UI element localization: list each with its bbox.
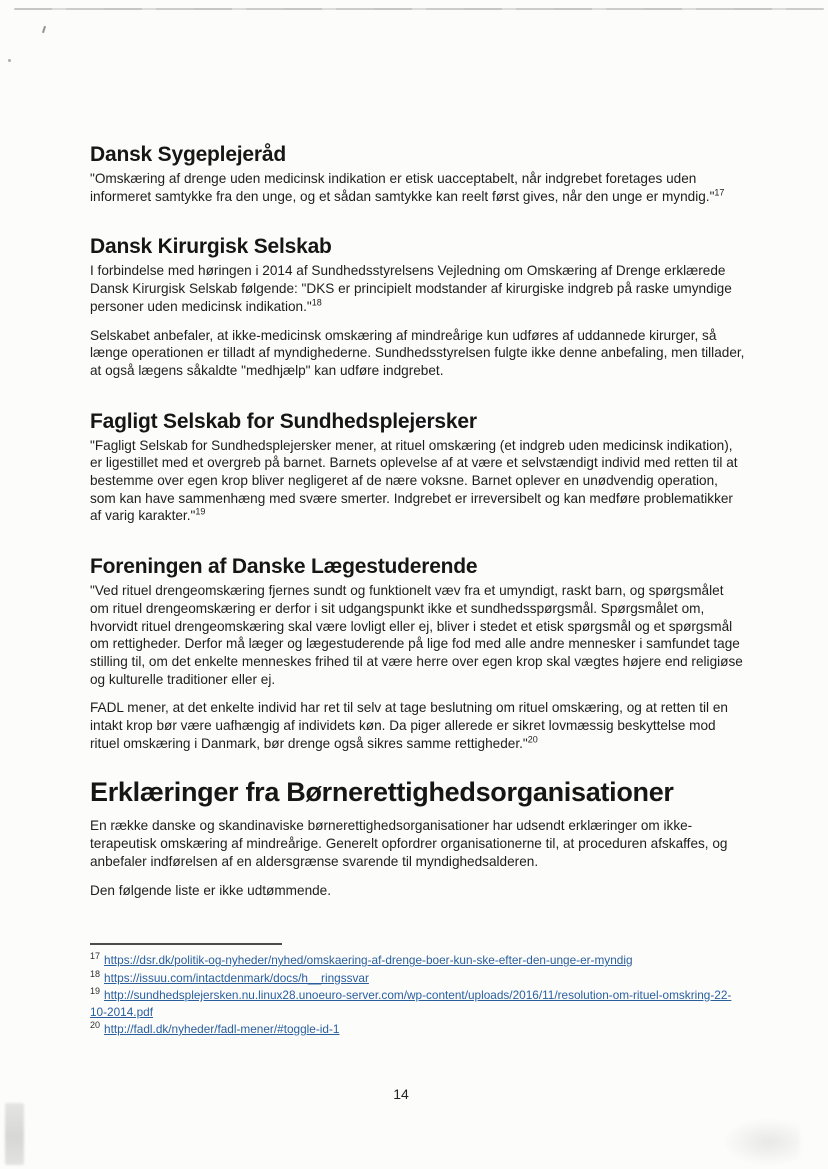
- paragraph-text: I forbindelse med høringen i 2014 af Sundhedsstyrelsens Vejledning om Omskæring af Drenge erklærede Dansk Kirurgisk Selskab følgende: "DKS er principielt modstander af kirurgiske indgreb på raske umyndige personer uden medicinsk indikation.": [90, 263, 732, 314]
- paragraph: [90, 699, 746, 752]
- section-fagligt-selskab: [90, 409, 746, 526]
- footnote-number: 19: [90, 986, 101, 997]
- section-dansk-kirurgisk-selskab: [90, 234, 746, 379]
- paragraph: [90, 170, 746, 205]
- paragraph-text: Selskabet anbefaler, at ikke-medicinsk omskæring af mindreårige kun udføres af uddannede kirurger, så længe operationen er tilladt af myndighederne. Sundhedsstyrelsen fulgte ikke denne anbefaling, men tillader, at også lægens såkaldte "medhjælp" kan udføre indgrebet.: [90, 327, 745, 378]
- footnote-number: 18: [90, 968, 101, 979]
- section-foreningen-laegestuderende: [90, 554, 746, 752]
- footnote-number: 20: [90, 1019, 101, 1030]
- scan-artifact-mark: [42, 26, 46, 33]
- footnote-link-19[interactable]: http://sundhedsplejersken.nu.linux28.unoeuro-server.com/wp-content/uploads/2016/11/resolution-om-rituel-omskring-22-10-2014.pdf: [90, 988, 732, 1019]
- paragraph: [90, 817, 746, 870]
- footnote-link-20[interactable]: http://fadl.dk/nyheder/fadl-mener/#toggle-id-1: [104, 1021, 340, 1036]
- footnotes-block: [90, 943, 746, 1037]
- footnote-ref-17: 17: [714, 187, 725, 198]
- section-dansk-sygeplejeraad: [90, 142, 746, 205]
- section-heading-foreningen-laegestuderende: Foreningen af Danske Lægestuderende: [90, 555, 478, 579]
- footnote-number: 17: [90, 951, 101, 962]
- page-number: 14: [393, 1086, 409, 1102]
- scan-artifact-smudge-bottom-right: [722, 1118, 800, 1166]
- paragraph-text: "Fagligt Selskab for Sundhedsplejersker mener, at rituel omskæring (et indgreb uden medicinsk indikation), er ligestillet med et overgreb på barnet. Barnets oplevelse af at være et selvstændigt individ med retten til at bestemme over egen krop bliver negligeret af de nære voksne. Barnet oplever en unødvendig operation, som kan have sammenhæng med svære smerter. Indgrebet er irreversibelt og kan medføre problematikker af varig karakter.": [90, 437, 738, 524]
- footnote: [90, 952, 746, 968]
- scan-artifact-smudge-bottom-left: [5, 1103, 24, 1165]
- section-heading-erklaeringer: Erklæringer fra Børnerettighedsorganisationer: [90, 777, 674, 808]
- section-heading-fagligt-selskab: Fagligt Selskab for Sundhedsplejersker: [90, 409, 477, 433]
- section-heading-dansk-sygeplejeraad: Dansk Sygeplejeråd: [90, 143, 286, 166]
- footnote-ref-20: 20: [527, 734, 538, 745]
- paragraph-text: "Ved rituel drengeomskæring fjernes sundt og funktionelt væv fra et umyndigt, raskt barn, og spørgsmålet om rituel drengeomskæring er derfor i sit udgangspunkt ikke et sundhedsspørgsmål. Spørgsmålet om, hvorvidt rituel drengeomskæring skal være lovligt eller ej, bliver i stedet et etisk spørgsmål og et spørgsmål om rettigheder. Derfor må læger og lægestuderende på lige fod med alle andre mennesker i samfundet tage stilling til, om det enkelte menneskes frihed til at være herre over egen krop skal vægtes højere end religiøse og kulturelle traditioner eller ej.: [90, 583, 743, 687]
- footnote: [90, 1021, 746, 1037]
- paragraph: [90, 262, 746, 315]
- footnote: [90, 987, 746, 1020]
- footnote-separator: [90, 943, 282, 945]
- footnote-ref-19: 19: [195, 506, 206, 517]
- paragraph: [90, 882, 746, 900]
- paragraph: [90, 582, 746, 688]
- paragraph: [90, 327, 746, 380]
- paragraph-text: FADL mener, at det enkelte individ har ret til selv at tage beslutning om rituel omskæring, og at retten til en intakt krop bør være uafhængig af individets køn. Da piger allerede er sikret lovmæssig beskyttelse mod rituel omskæring i Danmark, bør drenge også sikres samme rettigheder.": [90, 700, 728, 751]
- paragraph-text: En række danske og skandinaviske børnerettighedsorganisationer har udsendt erklæringer om ikke-terapeutisk omskæring af mindreårige. Generelt opfordrer organisationerne til, at proceduren afskaffes, og anbefaler indførelsen af en aldersgrænse svarende til myndighedsalderen.: [90, 818, 728, 869]
- section-erklaeringer: [90, 776, 746, 899]
- paragraph-text: Den følgende liste er ikke udtømmende.: [90, 882, 332, 898]
- paragraph: [90, 437, 746, 526]
- section-heading-dansk-kirurgisk-selskab: Dansk Kirurgisk Selskab: [90, 235, 332, 259]
- footnote-ref-18: 18: [311, 297, 322, 308]
- document-body: [90, 0, 746, 1038]
- footnote-link-17[interactable]: https://dsr.dk/politik-og-nyheder/nyhed/omskaering-af-drenge-boer-kun-ske-efter-den-unge-er-myndig: [104, 953, 633, 968]
- paragraph-text: "Omskæring af drenge uden medicinsk indikation er etisk uacceptabelt, når indgrebet foretages uden informeret samtykke fra den unge, og et sådan samtykke kan reelt først gives, når den unge er myndig.": [90, 171, 715, 204]
- footnote: [90, 970, 746, 986]
- footnote-link-18[interactable]: https://issuu.com/intactdenmark/docs/h__ringssvar: [104, 970, 369, 985]
- scan-artifact-dot: [8, 59, 11, 62]
